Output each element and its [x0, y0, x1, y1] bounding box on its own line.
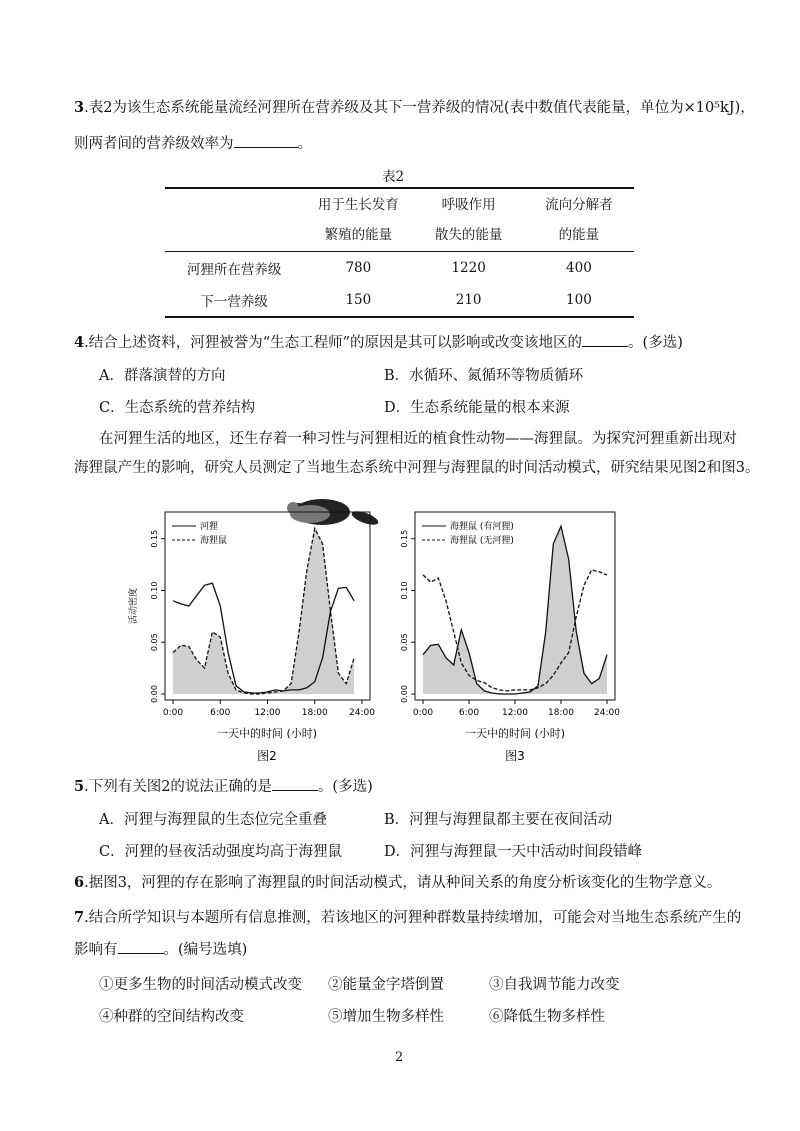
x-tick-label: 0:00	[412, 708, 434, 718]
q3-line2	[74, 133, 312, 154]
q4-option-b[interactable]: B．水循环、氮循环等物质循环	[384, 368, 584, 384]
x-axis-label: 一天中的时间 (小时)	[464, 727, 566, 740]
legend-label: 海狸鼠	[200, 536, 228, 546]
chart-legend	[422, 520, 514, 546]
area-fill-1	[173, 528, 354, 694]
table2-row-label: 河狸所在营养级	[186, 262, 282, 278]
table-row	[165, 252, 634, 285]
y-tick-label: 0.15	[400, 529, 409, 548]
x-tick-label: 6:00	[458, 708, 480, 718]
q5-option-c[interactable]: C．河狸的昼夜活动强度均高于海狸鼠	[99, 844, 343, 860]
q4-option-c[interactable]: C．生态系统的营养结构	[99, 400, 256, 416]
q7-text-2: 影响有	[74, 942, 118, 958]
table2-header-row	[165, 188, 634, 252]
table2-corner-cell	[165, 188, 303, 252]
figure-3-chart	[380, 490, 650, 770]
table2-cell: 1220	[451, 260, 486, 276]
y-tick-label: 0.05	[150, 633, 159, 652]
q5-option-a[interactable]: A．河狸与海狸鼠的生态位完全重叠	[99, 812, 327, 828]
q5-option-d[interactable]: D．河狸与海狸鼠一天中活动时间段错峰	[384, 844, 643, 860]
q7-option-1[interactable]: ①更多生物的时间活动模式改变	[99, 977, 302, 993]
q3-text-end: 。	[297, 136, 312, 152]
q5-text: .下列有关图2的说法正确的是	[84, 779, 272, 795]
legend-label: 海狸鼠 (有河狸)	[450, 522, 514, 532]
figure-2-chart	[110, 490, 400, 770]
table-row	[165, 284, 634, 317]
x-axis-label: 一天中的时间 (小时)	[216, 727, 318, 740]
x-tick-label: 18:00	[548, 708, 574, 718]
table2-header-cell	[413, 188, 523, 252]
y-tick-label: 0.10	[400, 581, 409, 600]
q5-answer-blank[interactable]	[272, 776, 318, 791]
passage-line1: 在河狸生活的地区，还生存着一种习性与河狸相近的植食性动物——海狸鼠。为探究河狸重新出现对	[99, 431, 737, 447]
q7-text-1: .结合所学知识与本题所有信息推测，若该地区的河狸种群数量持续增加，可能会对当地生态系统产生的	[84, 910, 742, 926]
q4-stem	[74, 332, 683, 353]
x-tick-label: 12:00	[502, 708, 528, 718]
table2-cell: 150	[345, 292, 372, 308]
x-tick-label: 18:00	[301, 708, 328, 718]
passage-line2: 海狸鼠产生的影响，研究人员测定了当地生态系统中河狸与海狸鼠的时间活动模式，研究结果见图2和图3。	[74, 460, 760, 476]
table2-header-cell	[524, 188, 634, 252]
legend-label: 海狸鼠 (无河狸)	[450, 536, 514, 546]
y-tick-label: 0.00	[400, 685, 409, 703]
q4-tail: 。(多选)	[628, 335, 683, 351]
series-area-fill	[423, 526, 607, 694]
table2-header-cell	[303, 188, 413, 252]
beaver-silhouette-icon	[287, 499, 380, 527]
q5-number: 5	[74, 778, 85, 795]
q4-number: 4	[74, 334, 85, 351]
q4-answer-blank[interactable]	[582, 332, 628, 347]
table2-header-1-line1: 用于生长发育	[317, 197, 399, 213]
figure-caption: 图2	[257, 749, 277, 763]
x-tick-label: 0:00	[162, 708, 184, 718]
q3-line1	[74, 98, 755, 118]
q7-tail: 。(编号选填)	[163, 942, 248, 958]
figure-caption: 图3	[505, 749, 525, 763]
q3-text-2: 则两者间的营养级效率为	[74, 136, 234, 152]
table2-header-3-line1: 流向分解者	[545, 197, 613, 213]
table2-header-3-line2: 的能量	[558, 227, 600, 243]
legend-label: 河狸	[200, 522, 219, 532]
q4-option-d[interactable]: D．生态系统能量的根本来源	[384, 400, 570, 416]
table2-header-2-line1: 呼吸作用	[441, 197, 496, 213]
y-tick-label: 0.00	[150, 685, 159, 703]
table2-cell: 210	[455, 292, 482, 308]
table2-caption: 表2	[382, 169, 405, 185]
table-2	[165, 187, 634, 318]
series-area-fill	[173, 528, 354, 694]
chart-legend	[172, 521, 227, 546]
table2-cell: 100	[566, 292, 592, 308]
q7-option-5[interactable]: ⑤增加生物多样性	[328, 1009, 444, 1025]
q7-answer-blank[interactable]	[118, 939, 164, 954]
y-tick-label: 0.15	[150, 529, 159, 548]
table2-header-1-line2: 繁殖的能量	[324, 227, 393, 243]
q7-line2	[74, 939, 247, 960]
x-tick-label: 24:00	[594, 708, 620, 718]
q3-answer-blank[interactable]	[234, 133, 298, 148]
q6-number: 6	[74, 874, 85, 891]
q6-body: .据图3，河狸的存在影响了海狸鼠的时间活动模式，请从种间关系的角度分析该变化的生物学意义。	[84, 875, 722, 891]
q5-stem	[74, 776, 373, 797]
table2-header-2-line2: 散失的能量	[434, 227, 503, 243]
q7-option-4[interactable]: ④种群的空间结构改变	[99, 1009, 244, 1025]
q3-number: 3	[74, 99, 85, 116]
q7-option-6[interactable]: ⑥降低生物多样性	[489, 1009, 605, 1025]
q5-option-b[interactable]: B．河狸与海狸鼠都主要在夜间活动	[384, 812, 613, 828]
x-tick-label: 12:00	[254, 708, 281, 718]
x-tick-label: 24:00	[349, 708, 375, 718]
q7-option-2[interactable]: ②能量金字塔倒置	[328, 977, 444, 993]
y-tick-label: 0.10	[150, 581, 159, 600]
y-tick-label: 0.05	[400, 633, 409, 652]
q4-option-a[interactable]: A．群落演替的方向	[99, 368, 226, 384]
table2-row-label: 下一营养级	[200, 294, 268, 310]
area-fill-0	[423, 526, 607, 694]
q6-text	[74, 873, 721, 893]
table2-cell: 780	[345, 260, 372, 276]
q5-tail: 。(多选)	[317, 779, 373, 795]
x-tick-label: 6:00	[210, 708, 231, 718]
y-axis-label: 活动密度	[129, 587, 139, 625]
q4-text: .结合上述资料，河狸被誉为“生态工程师”的原因是其可以影响或改变该地区的	[84, 335, 583, 351]
q7-line1	[74, 908, 741, 928]
table2-cell: 400	[566, 260, 592, 276]
page-number: 2	[395, 1050, 404, 1065]
q7-option-3[interactable]: ③自我调节能力改变	[489, 977, 620, 993]
q3-text-1: .表2为该生态系统能量流经河狸所在营养级及其下一营养级的情况(表中数值代表能量，单位为×10⁵kJ)，	[84, 100, 755, 116]
q7-number: 7	[74, 909, 85, 926]
